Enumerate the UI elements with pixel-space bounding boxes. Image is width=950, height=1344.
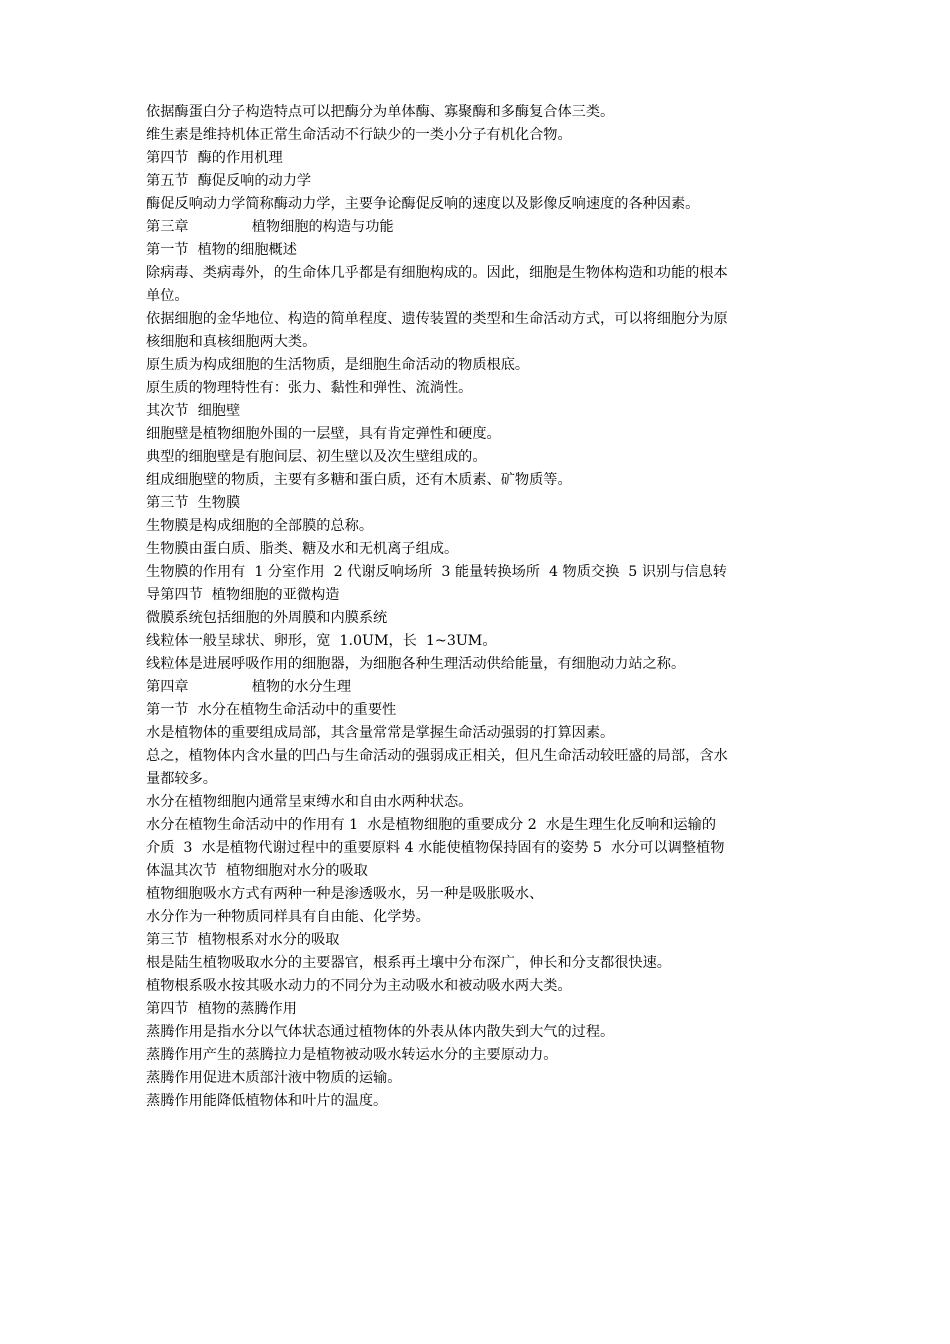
text-line: 水分在植物细胞内通常呈束缚水和自由水两种状态。 [146, 794, 473, 810]
text-line: 线粒体是进展呼吸作用的细胞器，为细胞各种生理活动供给能量，有细胞动力站之称。 [146, 656, 686, 672]
section-heading: 第五节 酶促反响的动力学 [146, 173, 312, 189]
text-line: 原生质的物理特性有：张力、黏性和弹性、流淌性。 [146, 380, 473, 396]
section-heading: 第三节 植物根系对水分的吸取 [146, 932, 340, 948]
text-line: 生物膜的作用有 1 分室作用 2 代谢反响场所 3 能量转换场所 4 物质交换 5 识别与信息转 [146, 564, 727, 580]
text-line: 水分作为一种物质同样具有自由能、化学势。 [146, 909, 430, 925]
text-line: 生物膜是构成细胞的全部膜的总称。 [146, 518, 374, 534]
section-heading: 第四节 植物的蒸腾作用 [146, 1001, 297, 1017]
text-line: 导第四节 植物细胞的亚微构造 [146, 587, 340, 603]
text-line: 酶促反响动力学简称酶动力学，主要争论酶促反响的速度以及影像反响速度的各种因素。 [146, 196, 700, 212]
text-line: 水分在植物生命活动中的作用有 1 水是植物细胞的重要成分 2 水是生理生化反响和运输的 [146, 817, 717, 833]
text-line: 根是陆生植物吸取水分的主要器官，根系再土壤中分布深广，伸长和分支都很快速。 [146, 955, 671, 971]
text-line: 植物根系吸水按其吸水动力的不同分为主动吸水和被动吸水两大类。 [146, 978, 572, 994]
document-page [146, 101, 810, 1113]
text-line: 蒸腾作用产生的蒸腾拉力是植物被动吸水转运水分的主要原动力。 [146, 1047, 558, 1063]
chapter-heading: 第三章 植物细胞的构造与功能 [146, 219, 394, 235]
text-line: 微膜系统包括细胞的外周膜和内膜系统 [146, 610, 388, 626]
text-line: 体温其次节 植物细胞对水分的吸取 [146, 863, 368, 879]
section-heading: 第三节 生物膜 [146, 495, 241, 511]
section-heading: 第四节 酶的作用机理 [146, 150, 283, 166]
section-heading: 第一节 植物的细胞概述 [146, 242, 297, 258]
text-line: 量都较多。 [146, 771, 217, 787]
text-line: 植物细胞吸水方式有两种一种是渗透吸水，另一种是吸胀吸水、 [146, 886, 544, 902]
section-heading: 其次节 细胞壁 [146, 403, 241, 419]
text-line: 蒸腾作用是指水分以气体状态通过植物体的外表从体内散失到大气的过程。 [146, 1024, 615, 1040]
text-line: 总之，植物体内含水量的凹凸与生命活动的强弱成正相关，但凡生命活动较旺盛的局部，含水 [146, 748, 728, 764]
section-heading: 第一节 水分在植物生命活动中的重要性 [146, 702, 397, 718]
text-line: 水是植物体的重要组成局部，其含量常常是掌握生命活动强弱的打算因素。 [146, 725, 615, 741]
text-line: 维生素是维持机体正常生命活动不行缺少的一类小分子有机化合物。 [146, 127, 572, 143]
text-line: 细胞壁是植物细胞外围的一层壁，具有肯定弹性和硬度。 [146, 426, 501, 442]
text-line: 依据细胞的金华地位、构造的简单程度、遗传装置的类型和生命活动方式，可以将细胞分为原 [146, 311, 728, 327]
text-line: 线粒体一般呈球状、卵形，宽 1.0UM，长 1~3UM。 [146, 633, 497, 649]
chapter-heading: 第四章 植物的水分生理 [146, 679, 352, 695]
text-line: 单位。 [146, 288, 189, 304]
text-line: 蒸腾作用能降低植物体和叶片的温度。 [146, 1093, 388, 1109]
text-line: 除病毒、类病毒外，的生命体几乎都是有细胞构成的。因此，细胞是生物体构造和功能的根本 [146, 265, 728, 281]
text-line: 介质 3 水是植物代谢过程中的重要原料 4 水能使植物保持固有的姿势 5 水分可以调整植物 [146, 840, 725, 856]
text-line: 依据酶蛋白分子构造特点可以把酶分为单体酶、寡聚酶和多酶复合体三类。 [146, 104, 615, 120]
text-line: 蒸腾作用促进木质部汁液中物质的运输。 [146, 1070, 402, 1086]
text-line: 生物膜由蛋白质、脂类、糖及水和无机离子组成。 [146, 541, 459, 557]
text-line: 核细胞和真核细胞两大类。 [146, 334, 317, 350]
text-line: 典型的细胞壁是有胞间层、初生壁以及次生壁组成的。 [146, 449, 487, 465]
text-line: 原生质为构成细胞的生活物质，是细胞生命活动的物质根底。 [146, 357, 530, 373]
text-line: 组成细胞壁的物质，主要有多糖和蛋白质，还有木质素、矿物质等。 [146, 472, 572, 488]
